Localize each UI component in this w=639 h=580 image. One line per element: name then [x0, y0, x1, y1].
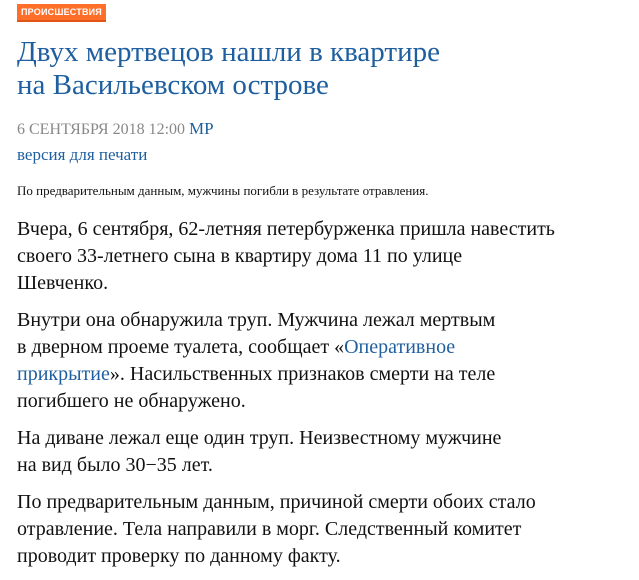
paragraph-4	[17, 489, 617, 570]
paragraph-3-line-1: На диване лежал еще один труп. Неизвестному мужчине	[17, 427, 502, 449]
paragraph-2-line-3: ». Насильственных признаков смерти на теле	[109, 363, 496, 385]
paragraph-2	[17, 307, 617, 415]
paragraph-3-line-2: на вид было 30−35 лет.	[17, 454, 213, 476]
paragraph-1	[17, 216, 617, 297]
paragraph-1-line-3: Шевченко.	[17, 272, 109, 294]
paragraph-1-line-1: Вчера, 6 сентября, 62-летняя петербурженка пришла навестить	[17, 218, 555, 240]
paragraph-2-line-1: Внутри она обнаружила труп. Мужчина лежал мертвым	[17, 309, 496, 331]
publish-date: 6 СЕНТЯБРЯ 2018 12:00	[17, 121, 186, 138]
paragraph-2-line-4: погибшего не обнаружено.	[17, 390, 246, 412]
paragraph-3	[17, 425, 617, 479]
source-link-part-2[interactable]: прикрытие	[17, 363, 110, 385]
article-headline	[17, 36, 577, 102]
source-link-part-1[interactable]: Оперативное	[344, 336, 456, 358]
headline-line-2: на Васильевском острове	[17, 69, 329, 101]
paragraph-4-line-1: По предварительным данным, причиной смерти обоих стало	[17, 491, 536, 513]
paragraph-4-line-2: отравление. Тела направили в морг. Следственный комитет	[17, 518, 522, 540]
headline-line-1: Двух мертвецов нашли в квартире	[17, 36, 440, 68]
paragraph-2-line-2: в дверном проеме туалета, сообщает «	[17, 336, 345, 358]
article-meta	[17, 119, 214, 140]
article-body	[17, 216, 617, 580]
article-lead: По предварительным данным, мужчины погибли в результате отравления.	[17, 183, 429, 198]
author-link[interactable]: МР	[189, 119, 214, 138]
paragraph-1-line-2: своего 33-летнего сына в квартиру дома 11 по улице	[17, 245, 463, 267]
print-version-link[interactable]: версия для печати	[17, 145, 148, 164]
category-badge[interactable]: ПРОИСШЕСТВИЯ	[17, 4, 106, 22]
paragraph-4-line-3: проводит проверку по данному факту.	[17, 545, 341, 567]
